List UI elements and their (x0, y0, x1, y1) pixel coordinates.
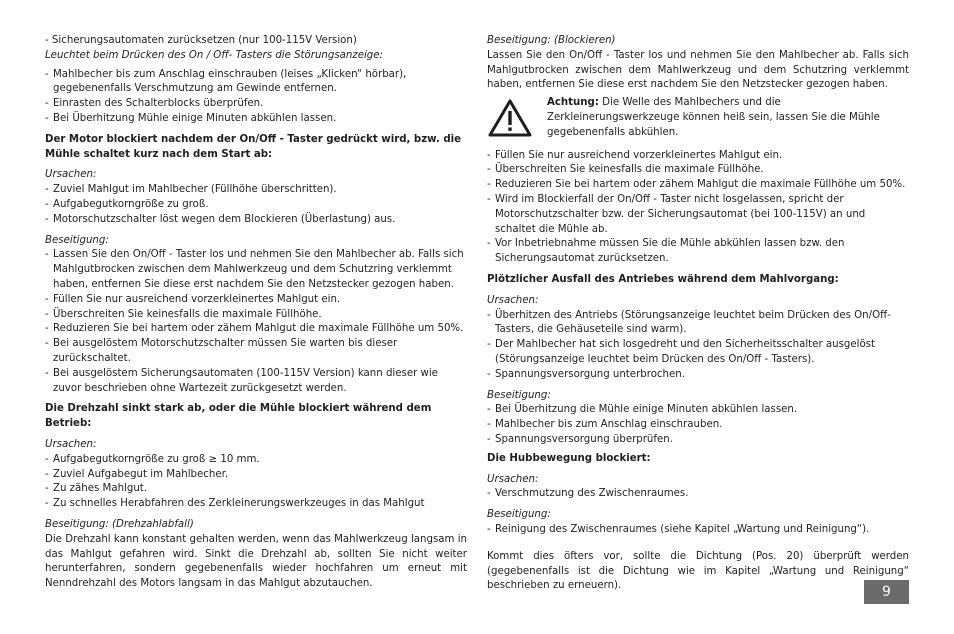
blocked-remedy-label: Beseitigung: (45, 234, 109, 246)
blocked-remedies-list (45, 248, 467, 396)
list-item: - Motorschutzschalter löst wegen dem Blockieren (Überlastung) aus. (45, 213, 467, 228)
list-item: - Reinigung des Zwischenraumes (siehe Kapitel „Wartung und Reinigung“). (487, 523, 909, 538)
speed-causes-list (45, 453, 467, 512)
left-column (45, 34, 467, 592)
failure-remedies-list (487, 403, 909, 447)
warning-box (487, 96, 909, 140)
list-item: - Bei ausgelöstem Sicherungsautomaten (100-115V Version) kann dieser wie zuvor beschrieben ohne Wartezeit zurückgesetzt werden. (45, 367, 467, 397)
block-items-list (487, 149, 909, 267)
onoff-list (45, 68, 467, 127)
list-item: - Zu zähes Mahlgut. (45, 482, 467, 497)
stroke-heading: Die Hubbewegung blockiert: (487, 452, 651, 464)
list-item: - Überschreiten Sie keinesfalls die maximale Füllhöhe. (45, 308, 467, 323)
list-item: - Bei Überhitzung Mühle einige Minuten abkühlen lassen. (45, 112, 467, 127)
failure-remedy-label: Beseitigung: (487, 389, 551, 401)
list-item: - Bei ausgelöstem Motorschutzschalter müssen Sie warten bis dieser zurückschaltet. (45, 337, 467, 367)
list-item: - Einrasten des Schalterblocks überprüfen. (45, 97, 467, 112)
blocked-heading: Der Motor blockiert nachdem der On/Off - Taster gedrückt wird, bzw. die Mühle schaltet kurz nach dem Start ab: (45, 133, 462, 160)
onoff-heading: Leuchtet beim Drücken des On / Off- Tasters die Störungsanzeige: (45, 49, 383, 61)
list-item: - Zuviel Mahlgut im Mahlbecher (Füllhöhe überschritten). (45, 183, 467, 198)
speed-causes-label: Ursachen: (45, 438, 97, 450)
list-item: - Füllen Sie nur ausreichend vorzerkleinertes Mahlgut ein. (487, 149, 909, 164)
closing-text: Kommt dies öfters vor, sollte die Dichtung (Pos. 20) überprüft werden (gegebenenfalls ist die Dichtung wie im Kapitel „Wartung und Reinigung“ beschrieben zu erneuern). (487, 550, 909, 592)
list-item: - Spannungsversorgung überprüfen. (487, 433, 909, 448)
list-item: - Wird im Blockierfall der On/Off - Taster nicht losgelassen, spricht der Motorschutzschalter bzw. der Sicherungsautomat (bei 100-115V) an und schaltet die Mühle ab. (487, 193, 909, 237)
list-item: - Überhitzen des Antriebs (Störungsanzeige leuchtet beim Drücken des On/Off- Tasters, die Gehäuseteile sind warm). (487, 309, 909, 339)
list-item: - Bei Überhitzung die Mühle einige Minuten abkühlen lassen. (487, 403, 909, 418)
list-item: - Aufgabegutkorngröße zu groß ≥ 10 mm. (45, 453, 467, 468)
list-item: - Lassen Sie den On/Off - Taster los und nehmen Sie den Mahlbecher ab. Falls sich Mahlgutbrocken zwischen dem Mahlwerkzeug und dem Schutzring verklemmt haben, entfernen Sie diese erst nachdem Sie den Netzstecker gezogen haben. (45, 248, 467, 292)
warning-label: Achtung: (547, 97, 599, 109)
list-item: - Der Mahlbecher hat sich losgedreht und den Sicherheitsschalter ausgelöst (Störungsanzeige leuchtet beim Drücken des On/Off - Tasters). (487, 338, 909, 368)
list-item: - Zu schnelles Herabfahren des Zerkleinerungswerkzeuges in das Mahlgut (45, 497, 467, 512)
speed-remedy-label: Beseitigung: (Drehzahlabfall) (45, 518, 194, 530)
list-item: - Zuviel Aufgabegut im Mahlbecher. (45, 468, 467, 483)
failure-causes-label: Ursachen: (487, 294, 539, 306)
failure-heading: Plötzlicher Ausfall des Antriebes während dem Mahlvorgang: (487, 273, 839, 285)
speed-remedy-text: Die Drehzahl kann konstant gehalten werden, wenn das Mahlwerkzeug langsam in das Mahlgut gefahren wird. Sinkt die Drehzahl ab, sollten Sie nicht weiter herunterfahren, sondern gegebenenfalls wieder hochfahren um erneut mit Nenndrehzahl des Motors langsam in das Mahlgut abzutauchen. (45, 533, 467, 590)
blocked-causes-list (45, 183, 467, 227)
list-item: - Überschreiten Sie keinesfalls die maximale Füllhöhe. (487, 163, 909, 178)
blocked-causes-label: Ursachen: (45, 169, 97, 181)
stroke-causes-list (487, 487, 909, 502)
list-item: - Aufgabegutkorngröße zu groß. (45, 198, 467, 213)
block-remedy-text: Lassen Sie den On/Off - Taster los und nehmen Sie den Mahlbecher ab. Falls sich Mahlgutbrocken zwischen dem Mahlwerkzeug und dem Schutzring verklemmt haben, entfernen Sie diese erst nachdem Sie den Netzstecker gezogen haben. (487, 49, 909, 91)
speed-heading: Die Drehzahl sinkt stark ab, oder die Mühle blockiert während dem Betrieb: (45, 403, 432, 430)
list-item: - Verschmutzung des Zwischenraumes. (487, 487, 909, 502)
failure-causes-list (487, 309, 909, 383)
list-item: - Füllen Sie nur ausreichend vorzerkleinertes Mahlgut ein. (45, 293, 467, 308)
page-number: 9 (864, 580, 909, 604)
list-item: - Reduzieren Sie bei hartem oder zähem Mahlgut die maximale Füllhöhe um 50%. (45, 322, 467, 337)
right-column (487, 34, 909, 594)
warning-triangle-icon (487, 98, 533, 138)
list-item: - Spannungsversorgung unterbrochen. (487, 368, 909, 383)
block-remedy-label: Beseitigung: (Blockieren) (487, 35, 616, 46)
intro-line: - Sicherungsautomaten zurücksetzen (nur 100-115V Version) (45, 35, 357, 46)
warning-body: Die Welle des Mahlbechers und die Zerkleinerungswerkzeuge können heiß sein, lassen Sie die Mühle gegebenenfalls abkühlen. (547, 97, 880, 138)
list-item: - Mahlbecher bis zum Anschlag einschrauben. (487, 418, 909, 433)
stroke-causes-label: Ursachen: (487, 473, 539, 485)
list-item: - Vor Inbetriebnahme müssen Sie die Mühle abkühlen lassen bzw. den Sicherungsautomat zurücksetzen. (487, 237, 909, 267)
list-item: - Mahlbecher bis zum Anschlag einschrauben (leises „Klicken“ hörbar), gegebenenfalls Verschmutzung am Gewinde entfernen. (45, 68, 467, 98)
list-item: - Reduzieren Sie bei hartem oder zähem Mahlgut die maximale Füllhöhe um 50%. (487, 178, 909, 193)
stroke-remedy-label: Beseitigung: (487, 509, 551, 521)
stroke-remedies-list (487, 523, 909, 538)
warning-text (547, 96, 909, 140)
